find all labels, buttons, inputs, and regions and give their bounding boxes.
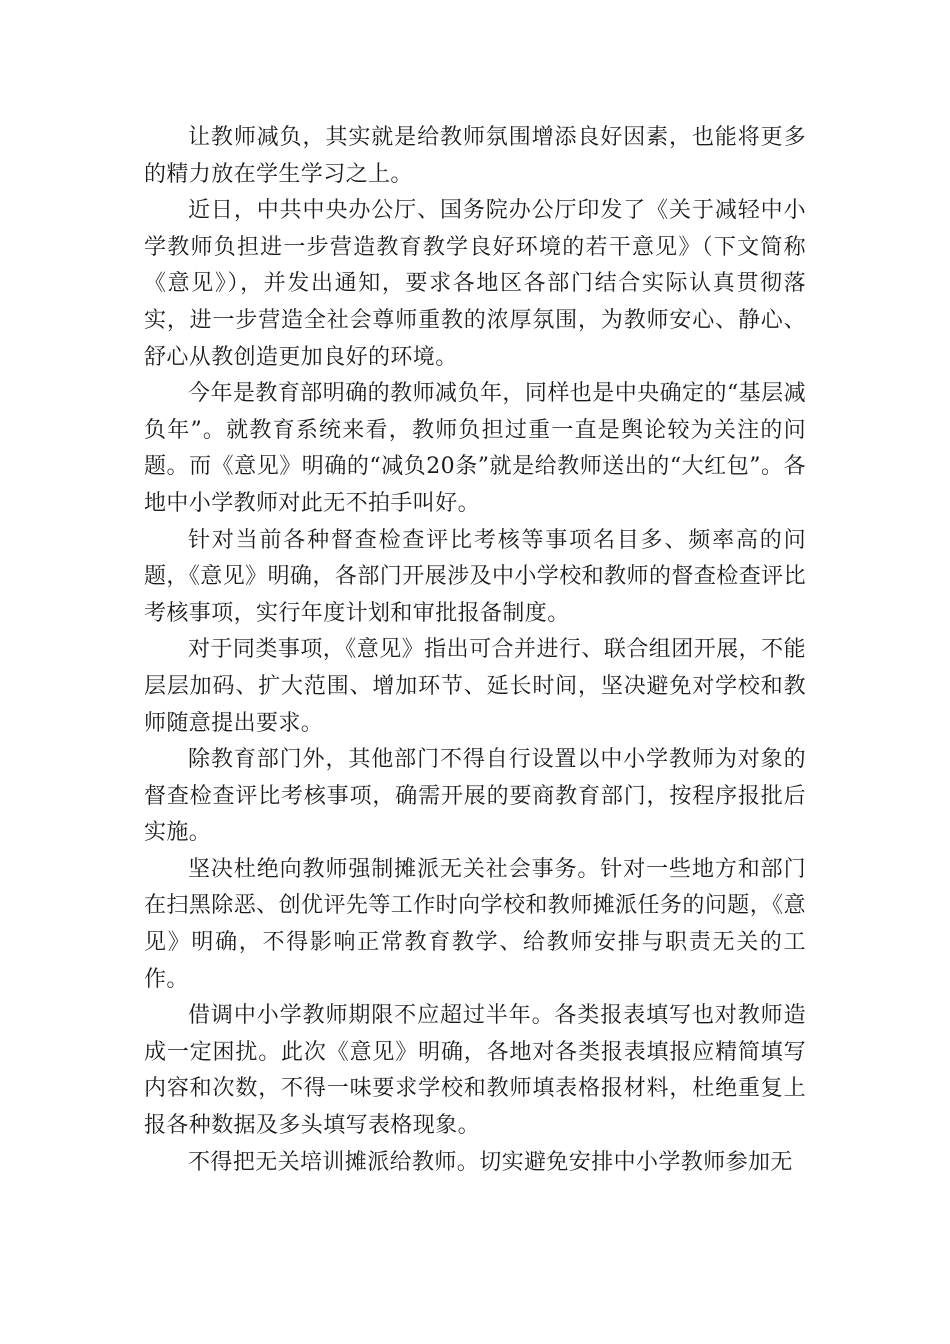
paragraph: 不得把无关培训摊派给教师。切实避免安排中小学教师参加无 [188,1149,793,1175]
paragraph: 让教师减负，其实就是给教师氛围增添良好因素，也能将更多的精力放在学生学习之上。 [144,125,806,187]
paragraph: 近日，中共中央办公厅、国务院办公厅印发了《关于减轻中小学教师负担进一步营造教育教学良好环境的若干意见》（下文简称《意见》），并发出通知，要求各地区各部门结合实际认真贯彻落实，进一步营造全社会尊师重教的浓厚氛围，为教师安心、静心、舒心从教创造更加良好的环境。 [144,198,806,370]
paragraph: 除教育部门外，其他部门不得自行设置以中小学教师为对象的督查检查评比考核事项，确需开展的要商教育部门，按程序报批后实施。 [144,747,806,846]
paragraph: 对于同类事项，《意见》指出可合并进行、联合组团开展，不能层层加码、扩大范围、增加环节、延长时间，坚决避免对学校和教师随意提出要求。 [144,637,806,736]
paragraph: 借调中小学教师期限不应超过半年。各类报表填写也对教师造成一定困扰。此次《意见》明确，各地对各类报表填报应精简填写内容和次数，不得一味要求学校和教师填表格报材料，杜绝重复上报各种数据及多头填写表格现象。 [144,1003,806,1139]
paragraph: 今年是教育部明确的教师减负年，同样也是中央确定的“基层减负年”。就教育系统来看，教师负担过重一直是舆论较为关注的问题。而《意见》明确的“减负20条”就是给教师送出的“大红包”。各地中小学教师对此无不拍手叫好。 [144,381,806,516]
document-body [144,120,806,1181]
paragraph: 针对当前各种督查检查评比考核等事项名目多、频率高的问题，《意见》明确，各部门开展涉及中小学校和教师的督查检查评比考核事项，实行年度计划和审批报备制度。 [144,527,806,626]
paragraph: 坚决杜绝向教师强制摊派无关社会事务。针对一些地方和部门在扫黑除恶、创优评先等工作时向学校和教师摊派任务的问题，《意见》明确，不得影响正常教育教学、给教师安排与职责无关的工作。 [144,856,806,992]
